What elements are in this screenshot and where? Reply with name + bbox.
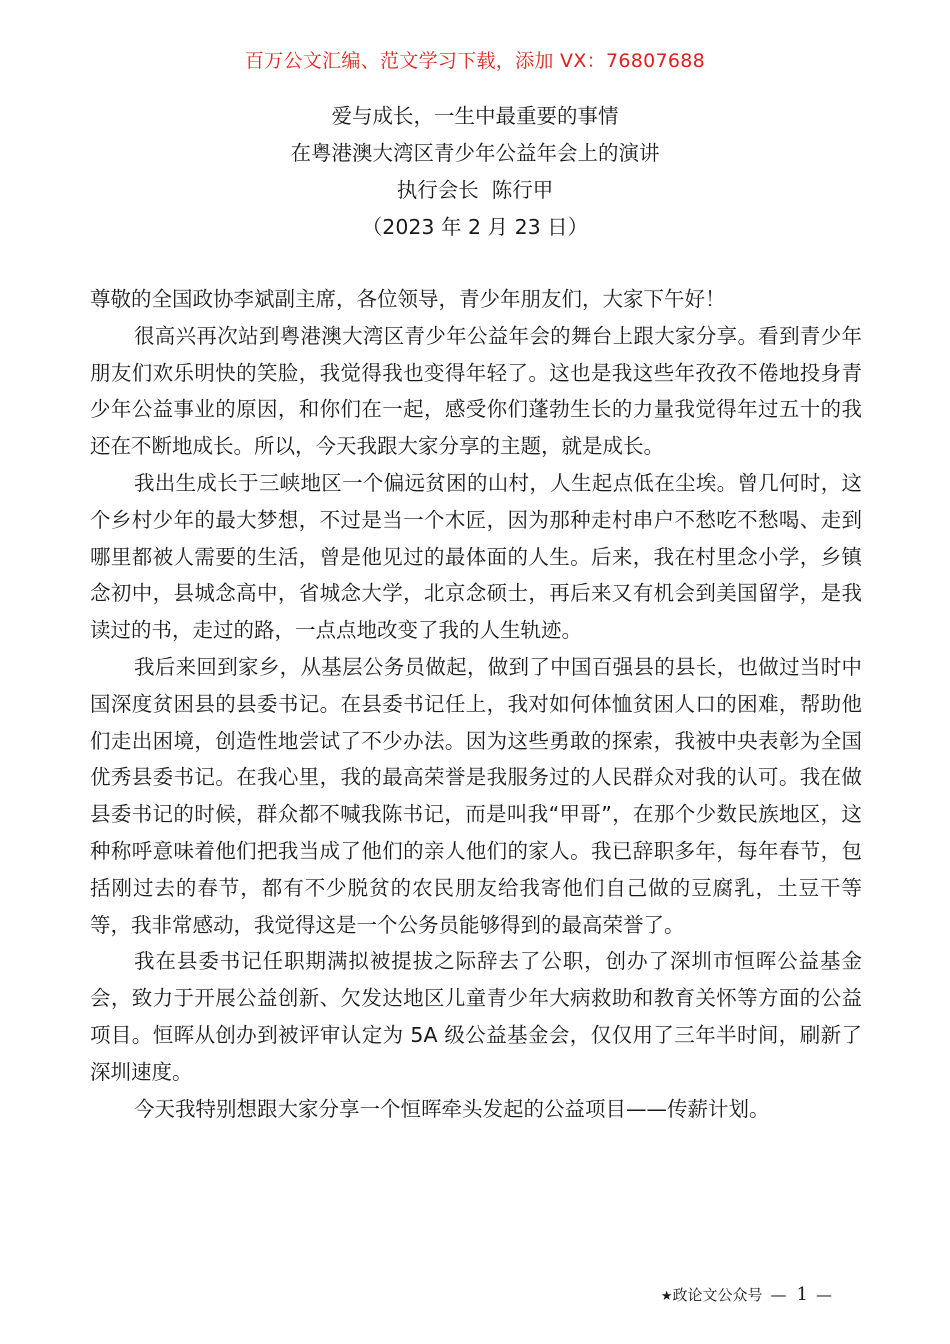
page-number: 1 (796, 1284, 808, 1305)
footer-source: 政论文公众号 (672, 1286, 763, 1304)
paragraph: 我在县委书记任职期满拟被提拔之际辞去了公职，创办了深圳市恒晖公益基金会，致力于开展公益创新、欠发达地区儿童青少年大病救助和教育关怀等方面的公益项目。恒晖从创办到被评审认定为 5A 级公益基金会，仅仅用了三年半时间，刷新了深圳速度。 (90, 949, 862, 1084)
watermark-banner: 百万公文汇编、范文学习下载，添加 VX：76807688 (244, 50, 706, 72)
page-footer (661, 1284, 834, 1305)
speech-date: （2023 年 2 月 23 日） (361, 215, 589, 239)
star-icon: ★ (660, 1289, 673, 1304)
speech-subtitle: 在粤港澳大湾区青少年公益年会上的演讲 (290, 141, 660, 165)
paragraph: 我出生成长于三峡地区一个偏远贫困的山村，人生起点低在尘埃。曾几何时，这个乡村少年的最大梦想，不过是当一个木匠，因为那种走村串户不愁吃不愁喝、走到哪里都被人需要的生活，曾是他见过的最体面的人生。后来，我在村里念小学，乡镇念初中，县城念高中，省城念大学，北京念硕士，再后来又有机会到美国留学，是我读过的书，走过的路，一点点地改变了我的人生轨迹。 (90, 470, 862, 643)
speech-body (90, 281, 862, 1127)
speaker-line: 执行会长 陈行甲 (396, 178, 554, 202)
title-block (0, 98, 950, 246)
page-dash-right: — (816, 1285, 834, 1304)
speech-title: 爱与成长，一生中最重要的事情 (331, 104, 619, 128)
greeting: 尊敬的全国政协李斌副主席，各位领导，青少年朋友们，大家下午好！ (90, 287, 726, 311)
paragraph: 很高兴再次站到粤港澳大湾区青少年公益年会的舞台上跟大家分享。看到青少年朋友们欢乐明快的笑脸，我觉得我也变得年轻了。这也是我这些年孜孜不倦地投身青少年公益事业的原因，和你们在一起，感受你们蓬勃生长的力量我觉得年过五十的我还在不断地成长。所以，今天我跟大家分享的主题，就是成长。 (90, 323, 862, 459)
page-dash-left: — (770, 1285, 789, 1304)
paragraph: 今天我特别想跟大家分享一个恒晖牵头发起的公益项目——传薪计划。 (134, 1096, 770, 1121)
paragraph: 我后来回到家乡，从基层公务员做起，做到了中国百强县的县长，也做过当时中国深度贫困县的县委书记。在县委书记任上，我对如何体恤贫困人口的困难，帮助他们走出困境，创造性地尝试了不少办法。因为这些勇敢的探索，我被中央表彰为全国优秀县委书记。在我心里，我的最高荣誉是我服务过的人民群众对我的认可。我在做县委书记的时候，群众都不喊我陈书记，而是叫我“甲哥”，在那个少数民族地区，这种称呼意味着他们把我当成了他们的亲人他们的家人。我已辞职多年，每年春节，包括刚过去的春节，都有不少脱贫的农民朋友给我寄他们自己做的豆腐乳，土豆干等等，我非常感动，我觉得这是一个公务员能够得到的最高荣誉了。 (90, 654, 862, 937)
